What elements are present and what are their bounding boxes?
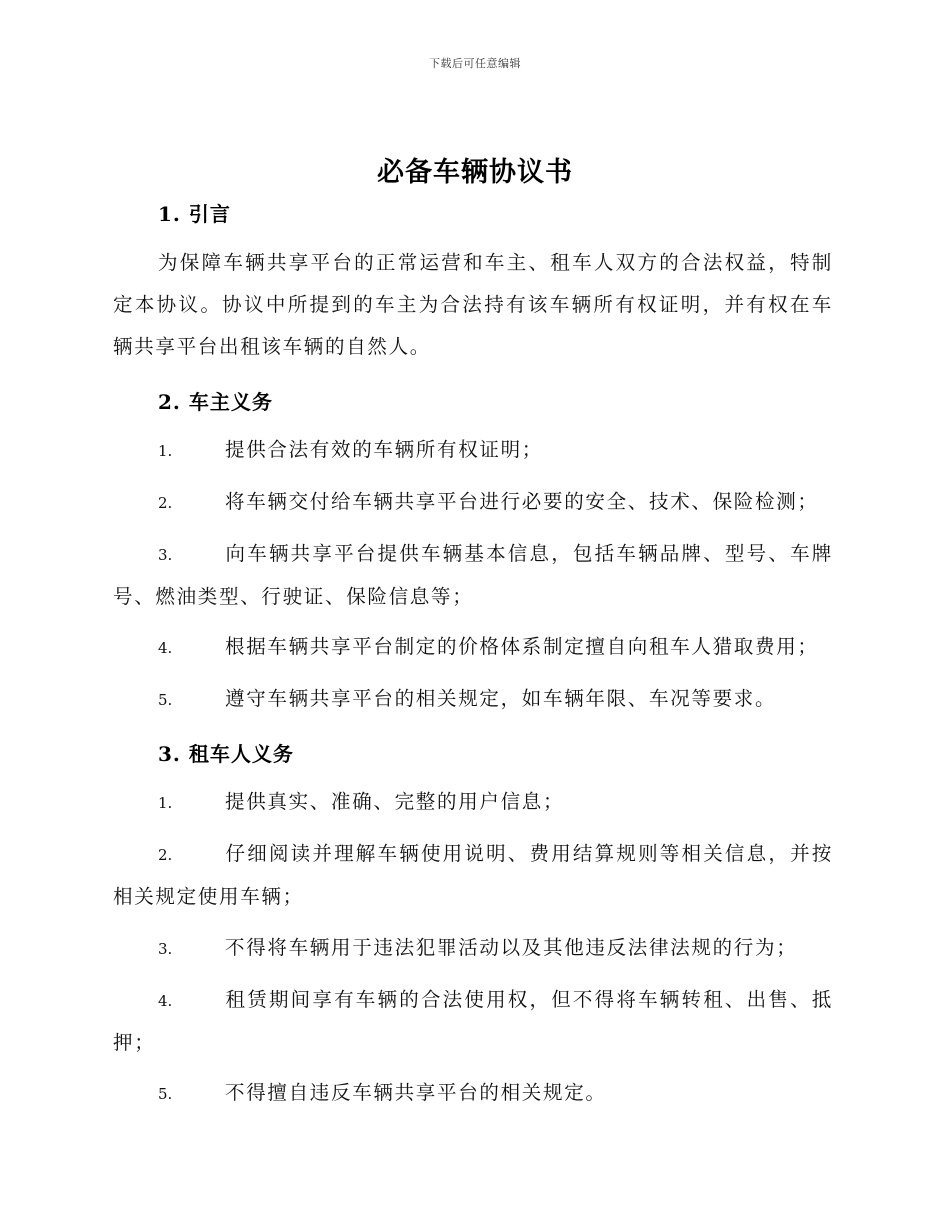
list-item-text: 仔细阅读并理解车辆使用说明、费用结算规则等相关信息，并按相关规定使用车辆； [113, 842, 833, 908]
list-item-text: 提供合法有效的车辆所有权证明； [225, 438, 544, 461]
list-item-number: 1. [158, 794, 173, 812]
list-item [113, 833, 833, 918]
list-item [113, 678, 833, 721]
list-item-text: 不得擅自违反车辆共享平台的相关规定。 [225, 1081, 607, 1104]
list-item-text: 不得将车辆用于违法犯罪活动以及其他违反法律法规的行为； [225, 936, 798, 959]
section-heading-owner-duties: 2. 车主义务 [158, 390, 273, 414]
section-heading-intro: 1. 引言 [158, 202, 231, 226]
list-item-text: 租赁期间享有车辆的合法使用权，但不得将车辆转租、出售、抵押； [113, 988, 833, 1054]
list-item [113, 429, 833, 472]
list-item [113, 626, 833, 669]
list-item [113, 481, 833, 524]
list-item [113, 979, 833, 1064]
list-item-number: 4. [158, 992, 173, 1010]
list-item-number: 4. [158, 639, 173, 657]
intro-paragraph: 为保障车辆共享平台的正常运营和车主、租车人双方的合法权益，特制定本协议。协议中所提到的车主为合法持有该车辆所有权证明，并有权在车辆共享平台出租该车辆的自然人。 [113, 251, 833, 358]
list-item [113, 1072, 833, 1115]
list-item-number: 3. [158, 546, 173, 564]
list-item-number: 2. [158, 846, 173, 864]
list-item-number: 1. [158, 442, 173, 460]
list-item [113, 781, 833, 824]
list-item-text: 遵守车辆共享平台的相关规定，如车辆年限、车况等要求。 [225, 687, 777, 710]
document-title: 必备车辆协议书 [377, 157, 573, 188]
list-item [113, 927, 833, 970]
list-item-text: 向车辆共享平台提供车辆基本信息，包括车辆品牌、型号、车牌号、燃油类型、行驶证、保险信息等； [113, 542, 833, 608]
list-item [113, 533, 833, 618]
list-item-text: 提供真实、准确、完整的用户信息； [225, 790, 565, 813]
list-item-number: 5. [158, 1085, 173, 1103]
section-heading-renter-duties: 3. 租车人义务 [158, 742, 294, 766]
list-item-number: 2. [158, 494, 173, 512]
list-item-number: 3. [158, 940, 173, 958]
list-item-number: 5. [158, 691, 173, 709]
list-item-text: 将车辆交付给车辆共享平台进行必要的安全、技术、保险检测； [225, 490, 819, 513]
list-item-text: 根据车辆共享平台制定的价格体系制定擅自向租车人猎取费用； [225, 635, 819, 658]
header-note: 下载后可任意编辑 [429, 57, 521, 70]
